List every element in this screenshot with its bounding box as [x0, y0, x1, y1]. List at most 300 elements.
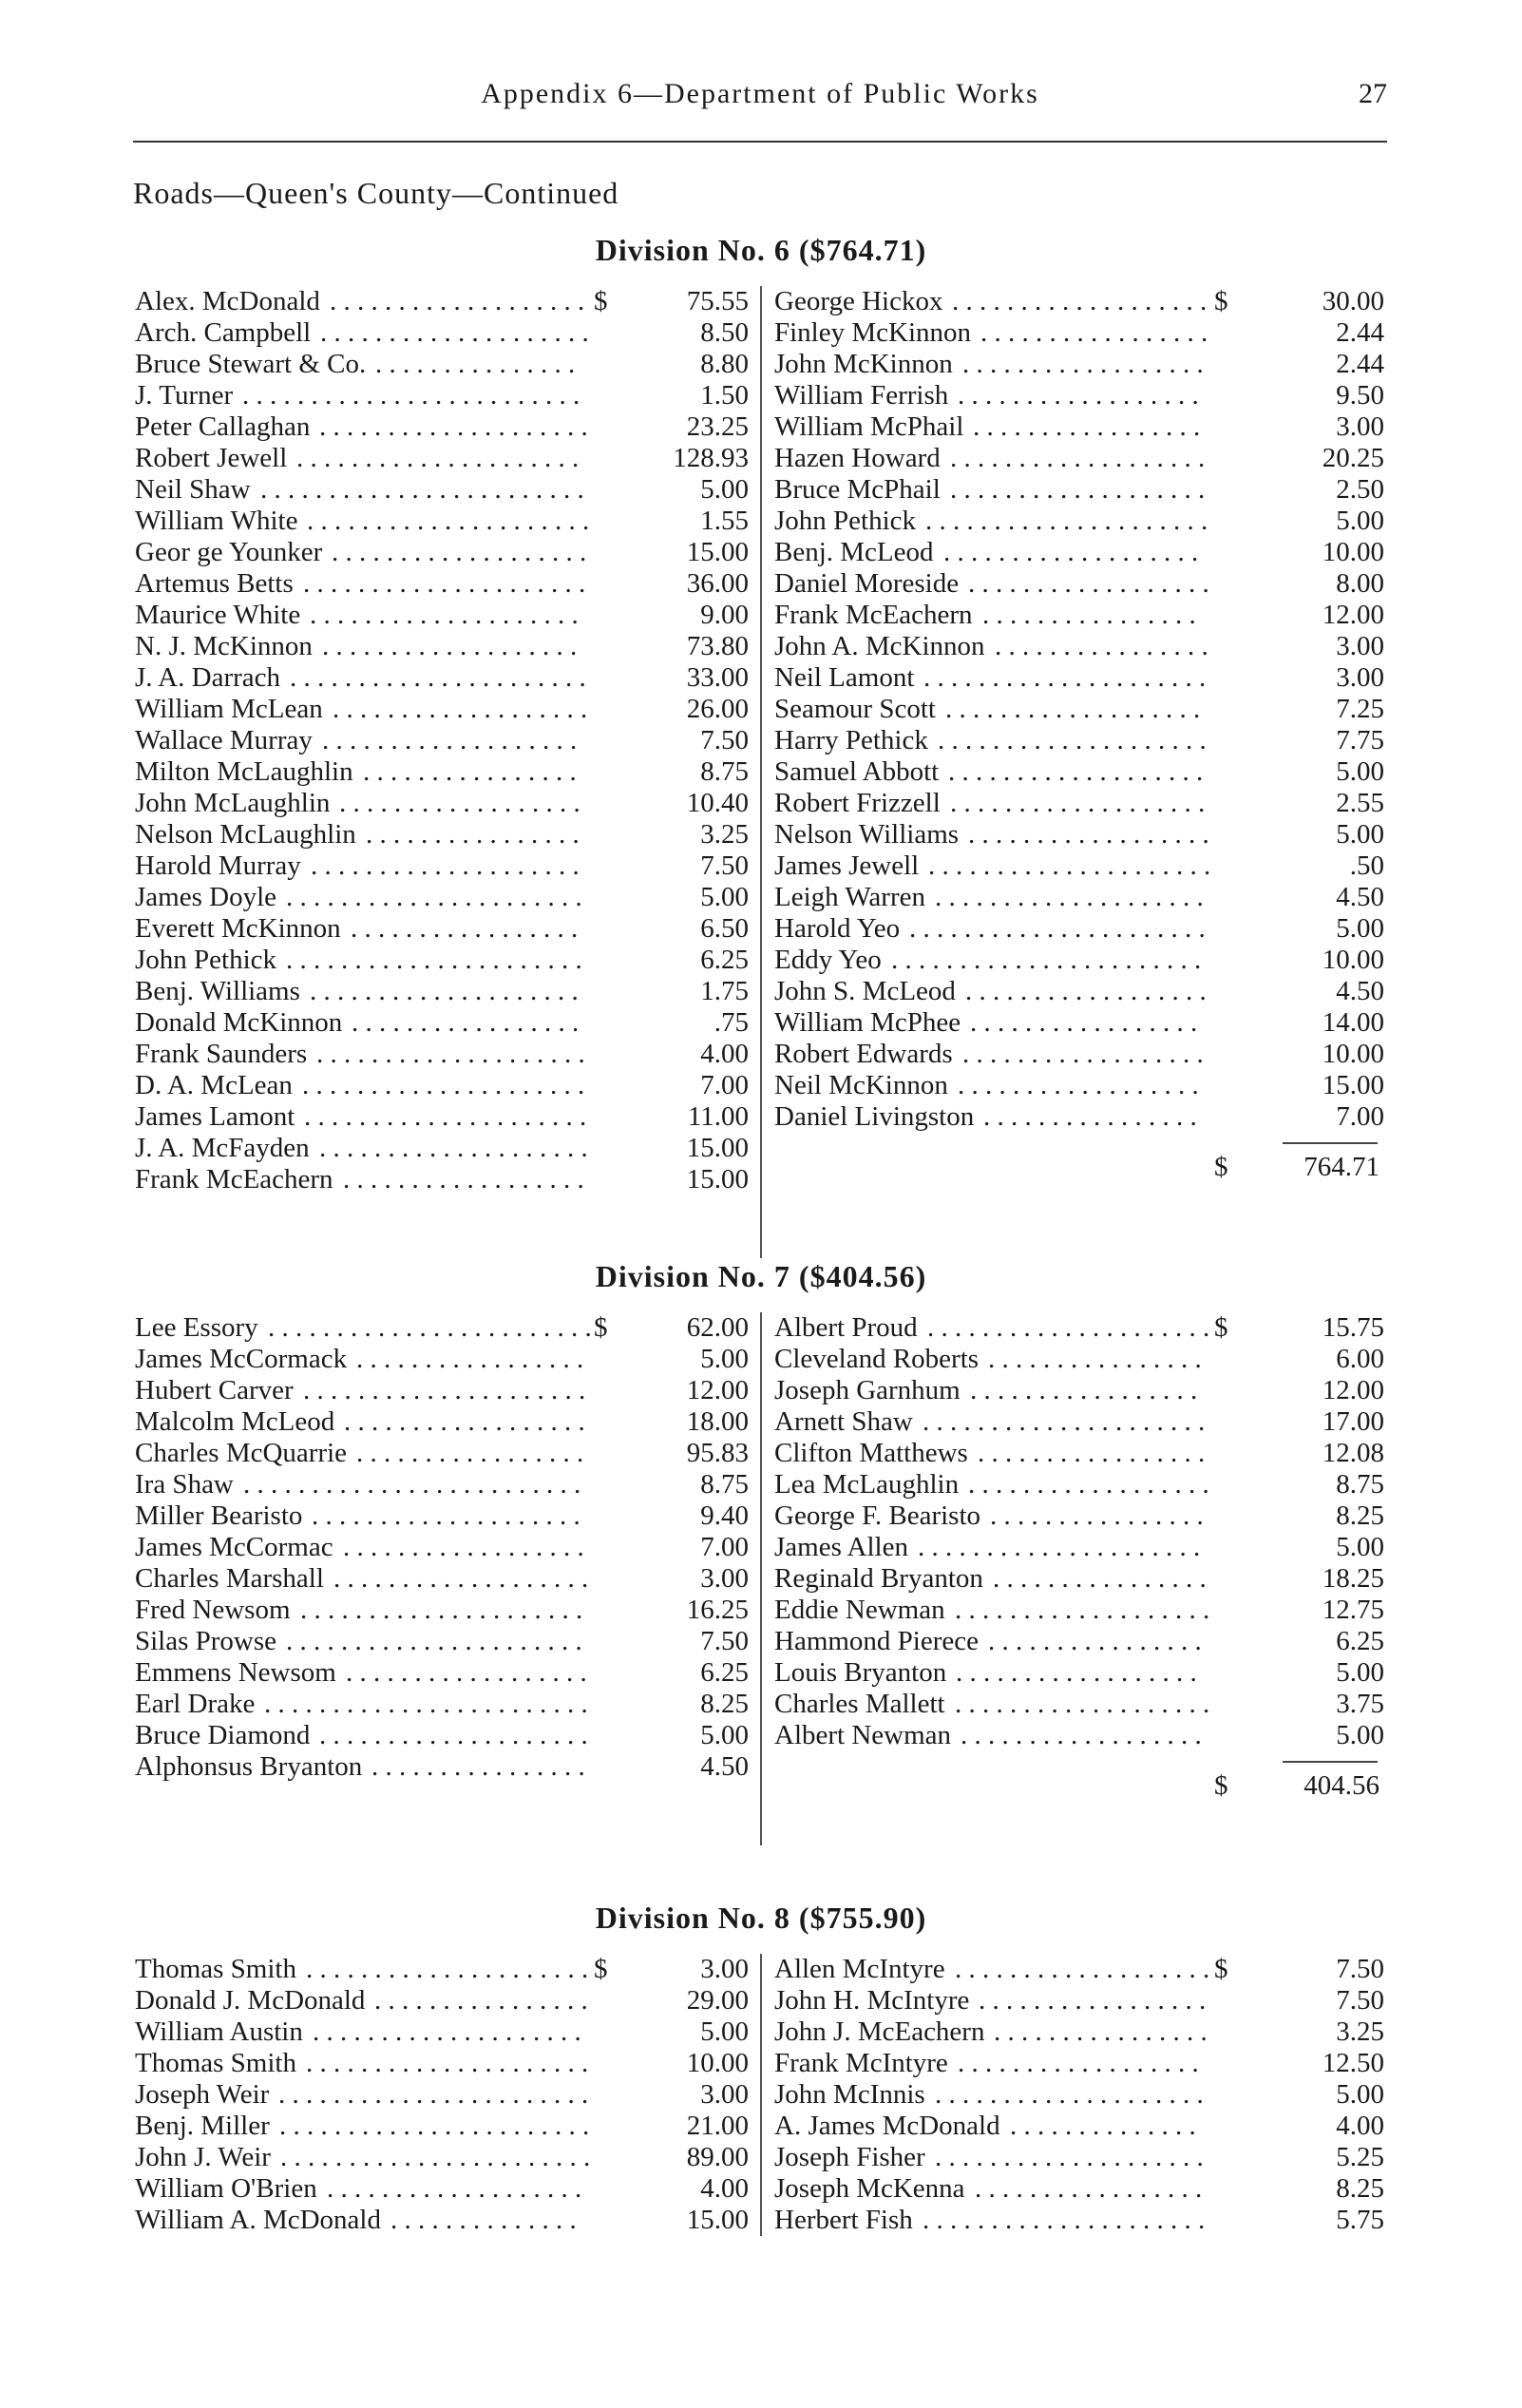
payee-name: Joseph Garnhum — [774, 1375, 961, 1405]
amount: 4.00 — [700, 2173, 749, 2204]
payee-name: Samuel Abbott — [774, 756, 940, 787]
leader-dots: . . . . . . . . . . . . . . . . . . . — [322, 631, 578, 661]
amount: 15.00 — [686, 1164, 749, 1194]
payee-name: Albert Newman — [774, 1720, 952, 1750]
payee-name: Hammond Pierece — [774, 1626, 980, 1656]
leader-dots: . . . . . . . . . . . . . . . . . . . . . — [923, 662, 1207, 693]
payee-name: Maurice White — [135, 600, 301, 630]
amount: 1.50 — [700, 380, 749, 411]
list-item — [765, 631, 1392, 662]
leader-dots: . . . . . . . . . . . . . . . . — [983, 1101, 1197, 1132]
amount: 36.00 — [686, 568, 749, 599]
payee-name: Neil McKinnon — [774, 1070, 948, 1100]
payee-name: Harry Pethick — [774, 725, 928, 755]
amount: 5.25 — [1336, 2142, 1384, 2172]
leader-dots: . . . . . . . . . . . . . . . . . . . . — [311, 850, 580, 881]
division-6 — [0, 233, 1522, 1258]
list-item — [765, 850, 1392, 882]
amount: 5.00 — [1336, 913, 1384, 944]
amount: 29.00 — [686, 1985, 749, 2016]
payee-name: Wallace Murray — [135, 725, 313, 755]
list-item — [765, 1500, 1392, 1532]
payee-name: John McKinnon — [774, 349, 953, 379]
amount: 62.00 — [686, 1312, 749, 1343]
list-item — [765, 1469, 1392, 1500]
list-item — [133, 1101, 760, 1133]
leader-dots: . . . . . . . . . . . . . . . . . — [351, 913, 579, 944]
leader-dots: . . . . . . . . . . . . . . . . . . . — [950, 788, 1206, 818]
payee-name: Robert Edwards — [774, 1039, 953, 1069]
leader-dots: . . . . . . . . . . . . . . . . . . — [968, 1469, 1209, 1500]
list-item — [133, 2111, 760, 2142]
payee-name: Robert Jewell — [135, 443, 288, 473]
payee-name: Harold Murray — [135, 850, 301, 881]
right-column — [765, 1312, 1392, 1751]
list-item — [133, 1657, 760, 1689]
payee-name: James Allen — [774, 1532, 908, 1562]
left-column — [133, 286, 760, 1195]
amount: 6.25 — [1336, 1626, 1384, 1656]
amount: 8.75 — [700, 1469, 749, 1500]
list-item — [133, 882, 760, 913]
payee-name: Emmens Newsom — [135, 1657, 336, 1688]
leader-dots: . . . . . . . . . . . . . . . . — [371, 1751, 585, 1782]
leader-dots: . . . . . . . . . . . . . . . . — [363, 756, 577, 787]
payee-name: Miller Bearisto — [135, 1500, 303, 1531]
leader-dots: . . . . . . . . . . . . . . . . . . . . . . . . . — [243, 1469, 581, 1500]
amount: 12.00 — [1322, 600, 1384, 630]
list-item — [765, 1438, 1392, 1469]
list-item — [765, 568, 1392, 600]
total-rule — [1283, 1142, 1378, 1144]
list-item — [765, 2205, 1392, 2236]
payee-name: J. Turner — [135, 380, 234, 411]
payee-name: John McInnis — [774, 2079, 925, 2110]
column-divider — [760, 286, 762, 1258]
amount: 10.00 — [1322, 537, 1384, 567]
amount: 3.75 — [1336, 1689, 1384, 1719]
list-item — [765, 1532, 1392, 1563]
leader-dots: . . . . . . . . . . . . . . . . . . — [956, 1657, 1197, 1688]
payee-name: Arnett Shaw — [774, 1406, 913, 1437]
leader-dots: . . . . . . . . . . . . . . . . . . . . . — [928, 850, 1211, 881]
list-item — [765, 1007, 1392, 1039]
payee-name: A. James McDonald — [774, 2111, 1000, 2141]
payee-name: Eddie Newman — [774, 1595, 945, 1625]
payee-name: Fred Newsom — [135, 1595, 291, 1625]
list-item — [133, 631, 760, 662]
payee-name: Arch. Campbell — [135, 317, 312, 348]
leader-dots: . . . . . . . . . . . . . . . . . — [356, 1344, 584, 1374]
leader-dots: . . . . . . . . . . . . . . . . . — [970, 1375, 1198, 1405]
leader-dots: . . . . . . . . . . . . . . . . . — [352, 1007, 580, 1038]
amount: 18.25 — [1322, 1563, 1384, 1594]
list-item — [765, 1985, 1392, 2016]
list-item — [765, 788, 1392, 819]
list-item — [133, 380, 760, 411]
payee-name: Eddy Yeo — [774, 945, 882, 975]
list-item — [133, 1007, 760, 1039]
payee-name: William Ferrish — [774, 380, 949, 411]
list-item — [133, 506, 760, 537]
payee-name: Cleveland Roberts — [774, 1344, 980, 1374]
payee-name: Benj. Miller — [135, 2111, 270, 2141]
payee-name: J. A. Darrach — [135, 662, 281, 693]
amount: 1.55 — [700, 506, 749, 536]
section-subtitle: Roads—Queen's County—Continued — [133, 176, 619, 210]
payee-name: Hubert Carver — [135, 1375, 294, 1405]
amount: 6.25 — [700, 945, 749, 975]
list-item — [133, 1133, 760, 1164]
amount: 17.00 — [1322, 1406, 1384, 1437]
list-item — [133, 694, 760, 725]
list-item — [133, 2205, 760, 2236]
payee-name: Charles Mallett — [774, 1689, 945, 1719]
leader-dots: . . . . . . . . . . . . . . — [1010, 2111, 1196, 2141]
leader-dots: . . . . . . . . . . . . . . . . . . . . . — [307, 506, 590, 536]
payee-name: John Pethick — [135, 945, 277, 975]
amount: 7.50 — [700, 725, 749, 755]
payee-name: Frank McIntyre — [774, 2048, 948, 2078]
payee-name: Hazen Howard — [774, 443, 941, 473]
leader-dots: . . . . . . . . . . . . . . . . . . . . . . — [909, 913, 1206, 944]
dollar-sign: $ — [1214, 1152, 1228, 1182]
leader-dots: . . . . . . . . . . . . . . . . . . . — [950, 474, 1206, 505]
list-item — [765, 411, 1392, 443]
list-item — [765, 2111, 1392, 2142]
amount: 26.00 — [686, 694, 749, 724]
leader-dots: . . . . . . . . . . . . . . . . . . — [962, 349, 1204, 379]
list-item — [765, 1312, 1392, 1344]
leader-dots: . . . . . . . . . . . . . . . . — [366, 819, 580, 850]
amount: 4.50 — [700, 1751, 749, 1782]
list-item — [765, 2142, 1392, 2173]
payee-name: Donald McKinnon — [135, 1007, 343, 1038]
payee-name: William McPhail — [774, 411, 964, 442]
list-item — [765, 474, 1392, 506]
amount: 8.25 — [1336, 2173, 1384, 2204]
payee-name: Nelson Williams — [774, 819, 960, 850]
division-title: Division No. 7 ($404.56) — [595, 1259, 927, 1293]
leader-dots: . . . . . . . . . . . . . . . . . . . . . — [306, 1954, 589, 1984]
list-item — [133, 1500, 760, 1532]
payee-name: John Pethick — [774, 506, 917, 536]
leader-dots: . . . . . . . . . . . . . . — [390, 2205, 577, 2235]
amount: 95.83 — [686, 1438, 749, 1468]
payee-name: John S. McLeod — [774, 976, 956, 1006]
payee-name: Finley McKinnon — [774, 317, 972, 348]
dollar-sign: $ — [1214, 1770, 1228, 1801]
list-item — [133, 349, 760, 380]
amount: 128.93 — [673, 443, 749, 473]
list-item — [765, 756, 1392, 788]
list-item — [133, 2173, 760, 2205]
leader-dots: . . . . . . . . . . . . . . . . . . . . — [320, 317, 589, 348]
leader-dots: . . . . . . . . . . . . . . . . . . . — [950, 443, 1206, 473]
amount: 2.50 — [1336, 474, 1384, 505]
payee-name: Geor ge Younker — [135, 537, 323, 567]
list-item — [765, 976, 1392, 1007]
list-item — [133, 913, 760, 945]
payee-name: Everett McKinnon — [135, 913, 341, 944]
amount: 4.00 — [1336, 2111, 1384, 2141]
amount: 5.00 — [1336, 1657, 1384, 1688]
leader-dots: . . . . . . . . . . . . . . . . . . . . . — [927, 1312, 1210, 1343]
leader-dots: . . . . . . . . . . . . . . . . . . . . . — [918, 1532, 1201, 1562]
list-item — [133, 1689, 760, 1720]
list-item — [133, 1751, 760, 1783]
amount: 9.40 — [700, 1500, 749, 1531]
amount: 7.00 — [1336, 1101, 1384, 1132]
payee-name: Ira Shaw — [135, 1469, 234, 1500]
leader-dots: . . . . . . . . . . . . . . . . — [988, 1626, 1202, 1656]
amount: 7.50 — [1336, 1985, 1384, 2016]
leader-dots: . . . . . . . . . . . . . . . . . . . — [955, 1595, 1210, 1625]
amount: 12.08 — [1322, 1438, 1384, 1468]
leader-dots: . . . . . . . . . . . . . . . . . . . — [943, 537, 1199, 567]
list-item — [765, 600, 1392, 631]
leader-dots: . . . . . . . . . . . . . . . . . . — [958, 1070, 1199, 1100]
list-item — [765, 380, 1392, 411]
list-item — [133, 2016, 760, 2048]
amount: 18.00 — [686, 1406, 749, 1437]
amount: 23.25 — [686, 411, 749, 442]
leader-dots: . . . . . . . . . . . . . . . . . . . . — [310, 600, 579, 630]
list-item — [133, 1039, 760, 1070]
leader-dots: . . . . . . . . . . . . . . . . . . . . . . . . — [264, 1689, 588, 1719]
division-title: Division No. 6 ($764.71) — [595, 233, 927, 267]
amount: 12.00 — [686, 1375, 749, 1405]
leader-dots: . . . . . . . . . . . . . . . . . . — [968, 568, 1209, 599]
dollar-sign: $ — [594, 1312, 608, 1343]
payee-name: Leigh Warren — [774, 882, 925, 912]
list-item — [133, 1375, 760, 1406]
list-item — [765, 1563, 1392, 1595]
payee-name: Robert Frizzell — [774, 788, 941, 818]
amount: 4.50 — [1336, 976, 1384, 1006]
leader-dots: . . . . . . . . . . . . . . . . . — [356, 1438, 584, 1468]
leader-dots: . . . . . . . . . . . . . . . . . . . — [952, 286, 1208, 316]
amount: 7.50 — [1336, 1954, 1384, 1984]
list-item — [765, 1406, 1392, 1438]
leader-dots: . . . . . . . . . . . . . . . . . . . . . . . — [280, 2142, 591, 2172]
list-item — [765, 1720, 1392, 1751]
amount: 2.44 — [1336, 317, 1384, 348]
list-item — [765, 2016, 1392, 2048]
amount: 5.00 — [1336, 506, 1384, 536]
list-item — [765, 1344, 1392, 1375]
amount: 2.44 — [1336, 349, 1384, 379]
leader-dots: . . . . . . . . . . . . . . . . — [990, 1500, 1204, 1531]
list-item — [133, 1595, 760, 1626]
list-item — [133, 662, 760, 694]
leader-dots: . . . . . . . . . . . . . . . . . — [970, 1007, 1198, 1038]
amount: 2.55 — [1336, 788, 1384, 818]
list-item — [133, 443, 760, 474]
leader-dots: . . . . . . . . . . . . . . . . . . . — [333, 694, 588, 724]
list-item — [765, 317, 1392, 349]
amount: 7.00 — [700, 1532, 749, 1562]
leader-dots: . . . . . . . . . . . . . . . . . . — [343, 1532, 584, 1562]
list-item — [765, 1375, 1392, 1406]
list-item — [133, 2142, 760, 2173]
list-item — [765, 1954, 1392, 1985]
leader-dots: . . . . . . . . . . . . . . . . . . — [958, 2048, 1199, 2078]
leader-dots: . . . . . . . . . . . . . . . . . — [975, 2173, 1203, 2204]
list-item — [765, 694, 1392, 725]
leader-dots: . . . . . . . . . . . . . . . . . . . . . — [306, 2048, 589, 2078]
list-item — [133, 1312, 760, 1344]
dollar-sign: $ — [594, 286, 608, 316]
list-item — [133, 537, 760, 568]
payee-name: James Doyle — [135, 882, 276, 912]
list-item — [133, 568, 760, 600]
amount: 6.00 — [1336, 1344, 1384, 1374]
amount: 15.00 — [686, 537, 749, 567]
payee-name: John H. McIntyre — [774, 1985, 970, 2016]
list-item — [133, 819, 760, 850]
leader-dots: . . . . . . . . . . . . . . . — [375, 349, 576, 379]
running-title: Appendix 6—Department of Public Works — [481, 78, 1039, 109]
amount: 5.00 — [1336, 2079, 1384, 2110]
list-item — [133, 945, 760, 976]
leader-dots: . . . . . . . . . . . . . . . . . . . . . — [303, 1375, 586, 1405]
payee-name: Frank Saunders — [135, 1039, 308, 1069]
leader-dots: . . . . . . . . . . . . . . . . . . — [958, 380, 1199, 411]
list-item — [765, 1039, 1392, 1070]
payee-name: Peter Callaghan — [135, 411, 311, 442]
payee-name: Nelson McLaughlin — [135, 819, 356, 850]
amount: 10.00 — [686, 2048, 749, 2078]
leader-dots: . . . . . . . . . . . . . . . . . . . . . . . — [279, 2111, 590, 2141]
payee-name: Benj. McLeod — [774, 537, 934, 567]
amount: 7.50 — [700, 1626, 749, 1656]
leader-dots: . . . . . . . . . . . . . . . . . . . . — [938, 725, 1207, 755]
list-item — [765, 1595, 1392, 1626]
column-divider — [760, 1954, 762, 2236]
leader-dots: . . . . . . . . . . . . . . . . . . . . — [935, 882, 1204, 912]
division-columns — [133, 1954, 1387, 2236]
payee-name: Frank McEachern — [135, 1164, 333, 1194]
list-item — [133, 2079, 760, 2111]
list-item — [133, 725, 760, 756]
leader-dots: . . . . . . . . . . . . . . . . . . — [968, 819, 1209, 850]
leader-dots: . . . . . . . . . . . . . . . . . . — [965, 976, 1207, 1006]
amount: 10.00 — [1322, 945, 1384, 975]
list-item — [133, 850, 760, 882]
leader-dots: . . . . . . . . . . . . . . . . . . . . . . — [286, 882, 582, 912]
amount: 15.00 — [1322, 1070, 1384, 1100]
list-item — [765, 537, 1392, 568]
payee-name: William A. McDonald — [135, 2205, 381, 2235]
payee-name: Joseph Fisher — [774, 2142, 925, 2172]
left-column — [133, 1312, 760, 1783]
amount: 16.25 — [686, 1595, 749, 1625]
amount: 7.00 — [700, 1070, 749, 1100]
amount: 5.00 — [700, 882, 749, 912]
payee-name: John J. McEachern — [774, 2016, 985, 2047]
payee-name: Donald J. McDonald — [135, 1985, 366, 2016]
leader-dots: . . . . . . . . . . . . . . . . . . . — [945, 694, 1201, 724]
payee-name: Thomas Smith — [135, 2048, 296, 2078]
list-item — [133, 1720, 760, 1751]
leader-dots: . . . . . . . . . . . . . . . . . . . . — [313, 2016, 581, 2047]
amount: .50 — [1349, 850, 1384, 881]
amount: .75 — [713, 1007, 749, 1038]
list-item — [133, 976, 760, 1007]
amount: 8.50 — [700, 317, 749, 348]
payee-name: Seamour Scott — [774, 694, 936, 724]
payee-name: Neil Lamont — [774, 662, 915, 693]
amount: 5.00 — [700, 1344, 749, 1374]
list-item — [765, 1626, 1392, 1657]
list-item — [765, 443, 1392, 474]
column-divider — [760, 1312, 762, 1845]
division-7 — [0, 1259, 1522, 1845]
amount: 5.75 — [1336, 2205, 1384, 2235]
amount: 4.50 — [1336, 882, 1384, 912]
list-item — [765, 2079, 1392, 2111]
list-item — [133, 286, 760, 317]
leader-dots: . . . . . . . . . . . . . . . . . . — [962, 1039, 1204, 1069]
payee-name: John A. McKinnon — [774, 631, 985, 661]
leader-dots: . . . . . . . . . . . . . . . . . . . . . — [304, 1101, 587, 1132]
list-item — [133, 1954, 760, 1985]
leader-dots: . . . . . . . . . . . . . . . . . . . . — [310, 976, 579, 1006]
leader-dots: . . . . . . . . . . . . . . . . . . — [346, 1657, 587, 1688]
payee-name: Allen McIntyre — [774, 1954, 945, 1984]
amount: 5.00 — [700, 2016, 749, 2047]
payee-name: Frank McEachern — [774, 600, 973, 630]
amount: 3.00 — [700, 1563, 749, 1594]
leader-dots: . . . . . . . . . . . . . . . . — [982, 600, 1196, 630]
payee-name: Malcolm McLeod — [135, 1406, 335, 1437]
list-item — [765, 2173, 1392, 2205]
payee-name: John J. Weir — [135, 2142, 271, 2172]
list-item — [765, 1657, 1392, 1689]
amount: 12.50 — [1322, 2048, 1384, 2078]
amount: 3.25 — [1336, 2016, 1384, 2047]
payee-name: Albert Proud — [774, 1312, 918, 1343]
leader-dots: . . . . . . . . . . . . . . . . . . . — [333, 1563, 589, 1594]
list-item — [133, 1626, 760, 1657]
leader-dots: . . . . . . . . . . . . . . . . . . . . . . — [290, 662, 586, 693]
payee-name: Silas Prowse — [135, 1626, 277, 1656]
list-item — [133, 600, 760, 631]
leader-dots: . . . . . . . . . . . . . . . . . — [978, 1438, 1206, 1468]
amount: 3.00 — [700, 2079, 749, 2110]
payee-name: George F. Bearisto — [774, 1500, 981, 1531]
payee-name: Joseph Weir — [135, 2079, 270, 2110]
amount: 14.00 — [1322, 1007, 1384, 1038]
payee-name: James McCormac — [135, 1532, 333, 1562]
amount: 5.00 — [700, 474, 749, 505]
amount: 21.00 — [686, 2111, 749, 2141]
amount: 15.00 — [686, 2205, 749, 2235]
division-8 — [0, 1901, 1522, 2236]
amount: 6.25 — [700, 1657, 749, 1688]
leader-dots: . . . . . . . . . . . . . . . . . . . . — [312, 1500, 580, 1531]
leader-dots: . . . . . . . . . . . . . . . . . . . . . — [303, 568, 586, 599]
list-item — [765, 882, 1392, 913]
amount: 12.75 — [1322, 1595, 1384, 1625]
amount: 5.00 — [1336, 1720, 1384, 1750]
amount: 8.25 — [700, 1689, 749, 1719]
amount: 30.00 — [1322, 286, 1384, 316]
payee-name: James Lamont — [135, 1101, 295, 1132]
payee-name: Alex. McDonald — [135, 286, 320, 316]
payee-name: D. A. McLean — [135, 1070, 293, 1100]
